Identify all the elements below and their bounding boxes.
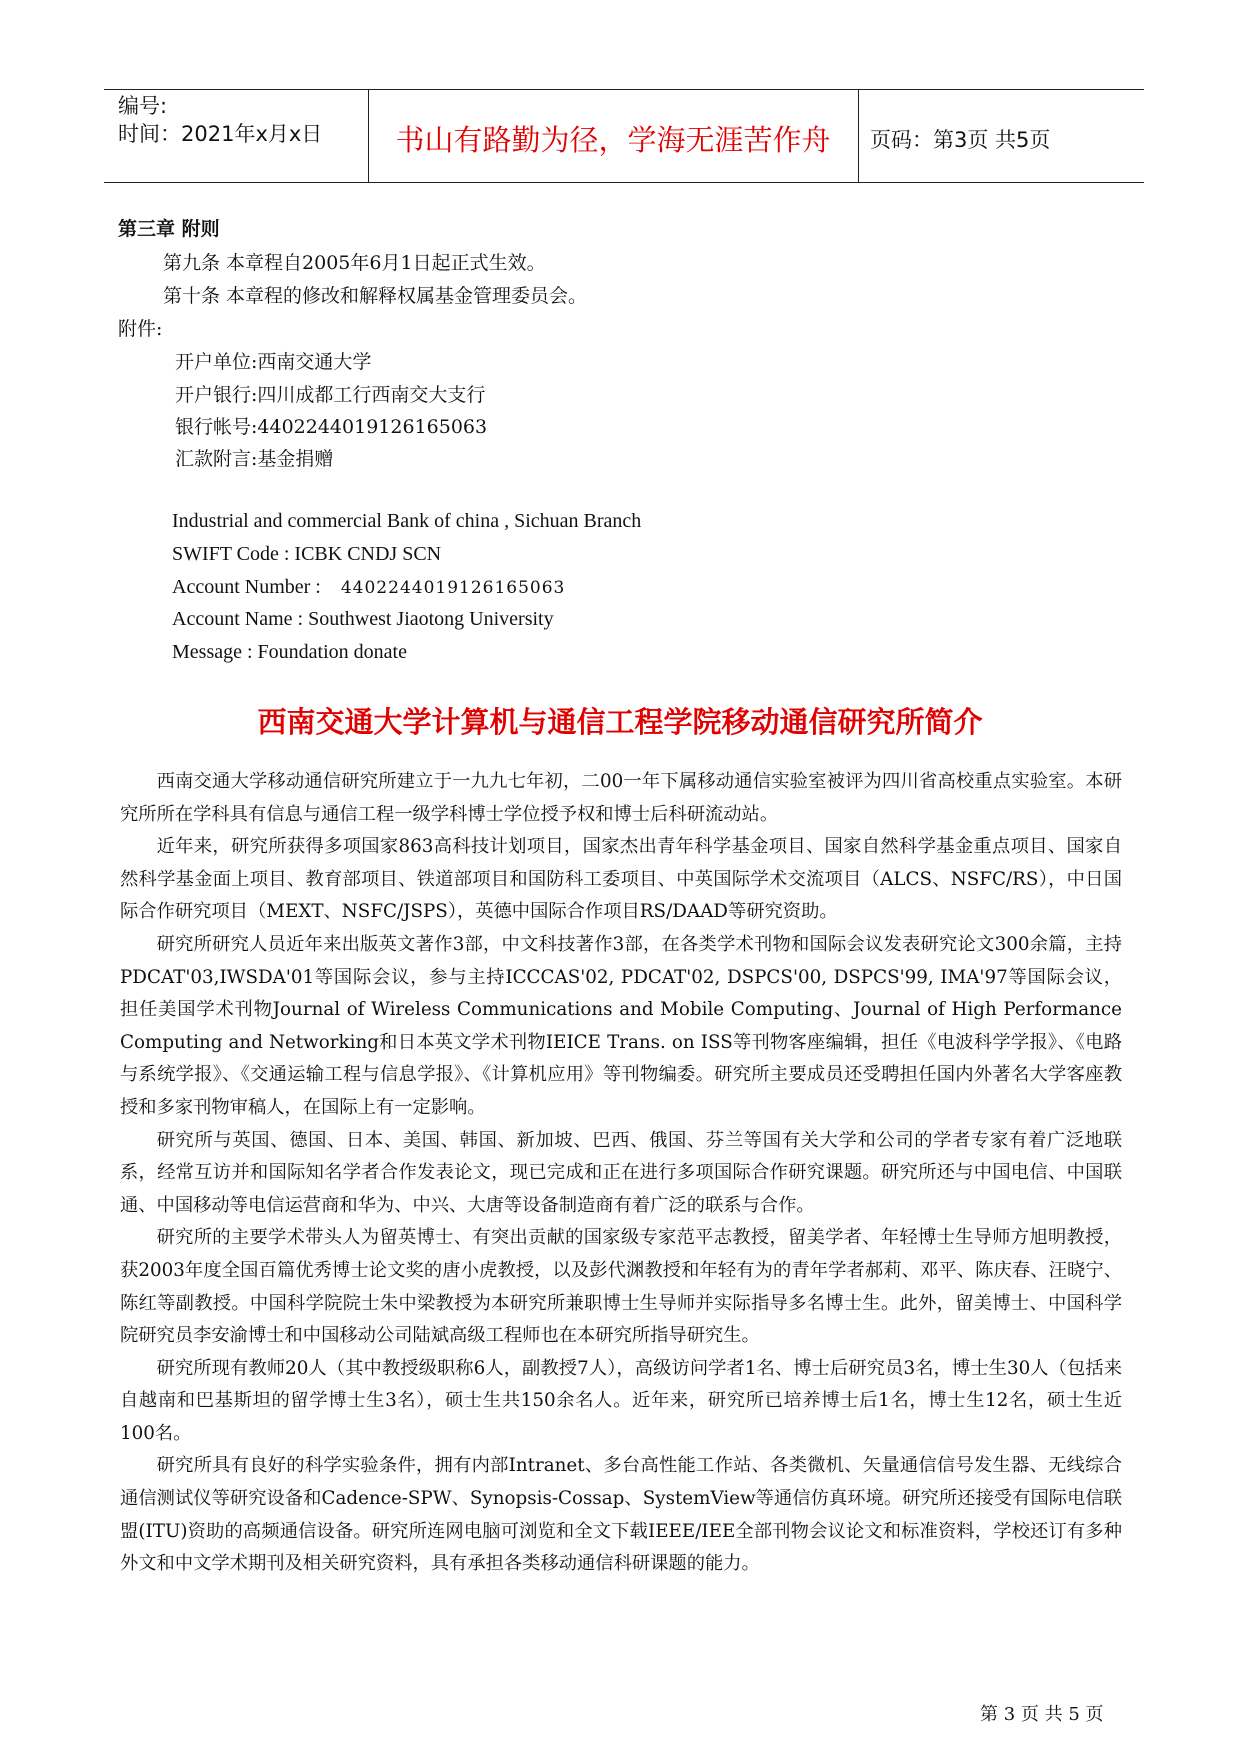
header-number: 编号: bbox=[118, 94, 168, 118]
account-number-value: 4402244019126165063 bbox=[340, 578, 566, 598]
english-account-number bbox=[172, 576, 565, 599]
english-message: Message : Foundation donate bbox=[172, 641, 407, 663]
intro-body bbox=[120, 766, 1122, 1581]
header-motto: 书山有路勤为径，学海无涯苦作舟 bbox=[395, 123, 831, 157]
attachment-label: 附件: bbox=[118, 318, 163, 340]
article-nine: 第九条 本章程自2005年6月1日起正式生效。 bbox=[163, 252, 546, 274]
english-swift-code: SWIFT Code : ICBK CNDJ SCN bbox=[172, 543, 442, 565]
paragraph: 研究所现有教师20人（其中教授级职称6人，副教授7人），高级访问学者1名、博士后研究员3名，博士生30人（包括来自越南和巴基斯坦的留学博士生3名），硕士生共150余名人。近年来，研究所已培养博士后1名，博士生12名，硕士生近100名。 bbox=[120, 1357, 1122, 1444]
english-bank-name: Industrial and commercial Bank of china , Sichuan Branch bbox=[172, 510, 642, 532]
attachment-remittance-note: 汇款附言:基金捐赠 bbox=[175, 448, 334, 470]
attachment-bank: 开户银行:四川成都工行西南交大支行 bbox=[175, 384, 486, 406]
header-time: 时间：2021年x月x日 bbox=[118, 122, 323, 146]
chapter-heading: 第三章 附则 bbox=[118, 218, 220, 240]
paragraph: 近年来，研究所获得多项国家863高科技计划项目，国家杰出青年科学基金项目、国家自然科学基金重点项目、国家自然科学基金面上项目、教育部项目、铁道部项目和国防科工委项目、中英国际学术交流项目（ALCS、NSFC/RS），中日国际合作研究项目（MEXT、NSFC/JSPS），英德中国际合作项目RS/DAAD等研究资助。 bbox=[120, 836, 1122, 923]
attachment-account-number: 银行帐号:4402244019126165063 bbox=[175, 416, 488, 438]
english-account-name: Account Name : Southwest Jiaotong University bbox=[172, 608, 554, 630]
attachment-account-unit: 开户单位:西南交通大学 bbox=[175, 351, 372, 373]
article-ten: 第十条 本章程的修改和解释权属基金管理委员会。 bbox=[163, 285, 588, 307]
paragraph: 西南交通大学移动通信研究所建立于一九九七年初，二00一年下属移动通信实验室被评为四川省高校重点实验室。本研究所所在学科具有信息与通信工程一级学科博士学位授予权和博士后科研流动站。 bbox=[120, 771, 1122, 825]
page-footer: 第 3 页 共 5 页 bbox=[980, 1704, 1104, 1725]
header-info bbox=[118, 92, 368, 148]
section-title: 西南交通大学计算机与通信工程学院移动通信研究所简介 bbox=[257, 705, 983, 739]
header-page-number: 页码：第3页 共5页 bbox=[870, 128, 1051, 152]
header-top-rule bbox=[104, 89, 1144, 90]
paragraph: 研究所具有良好的科学实验条件，拥有内部Intranet、多台高性能工作站、各类微机、矢量通信信号发生器、无线综合通信测试仪等研究设备和Cadence-SPW、Synopsis-Cossap、SystemView等通信仿真环境。研究所还接受有国际电信联盟(ITU)资助的高频通信设备。研究所连网电脑可浏览和全文下载IEEE/IEE全部刊物会议论文和标准资料，学校还订有多种外文和中文学术期刊及相关研究资料，具有承担各类移动通信科研课题的能力。 bbox=[120, 1455, 1122, 1575]
paragraph: 研究所的主要学术带头人为留英博士、有突出贡献的国家级专家范平志教授，留美学者、年轻博士生导师方旭明教授，获2003年度全国百篇优秀博士论文奖的唐小虎教授，以及彭代渊教授和年轻有为的青年学者郝莉、邓平、陈庆春、汪晓宁、陈红等副教授。中国科学院院士朱中梁教授为本研究所兼职博士生导师并实际指导多名博士生。此外，留美博士、中国科学院研究员李安渝博士和中国移动公司陆斌高级工程师也在本研究所指导研究生。 bbox=[120, 1227, 1122, 1347]
account-number-label: Account Number : bbox=[172, 576, 321, 598]
header-divider-right bbox=[858, 89, 859, 182]
header-bottom-rule bbox=[104, 182, 1144, 183]
paragraph: 研究所研究人员近年来出版英文著作3部，中文科技著作3部，在各类学术刊物和国际会议发表研究论文300余篇，主持PDCAT'03,IWSDA'01等国际会议，参与主持ICCCAS'02, PDCAT'02, DSPCS'00, DSPCS'99, IMA'97等国际会议，担任美国学术刊物Journal of Wireless Communications and Mobile Computing、Journal of High Performance Computing and Networking和日本英文学术刊物IEICE Trans. on ISS等刊物客座编辑，担任《电波科学学报》、《电路与系统学报》、《交通运输工程与信息学报》、《计算机应用》等刊物编委。研究所主要成员还受聘担任国内外著名大学客座教授和多家刊物审稿人，在国际上有一定影响。 bbox=[120, 933, 1122, 1118]
paragraph: 研究所与英国、德国、日本、美国、韩国、新加坡、巴西、俄国、芬兰等国有关大学和公司的学者专家有着广泛地联系，经常互访并和国际知名学者合作发表论文，现已完成和正在进行多项国际合作研究课题。研究所还与中国电信、中国联通、中国移动等电信运营商和华为、中兴、大唐等设备制造商有着广泛的联系与合作。 bbox=[120, 1129, 1122, 1216]
